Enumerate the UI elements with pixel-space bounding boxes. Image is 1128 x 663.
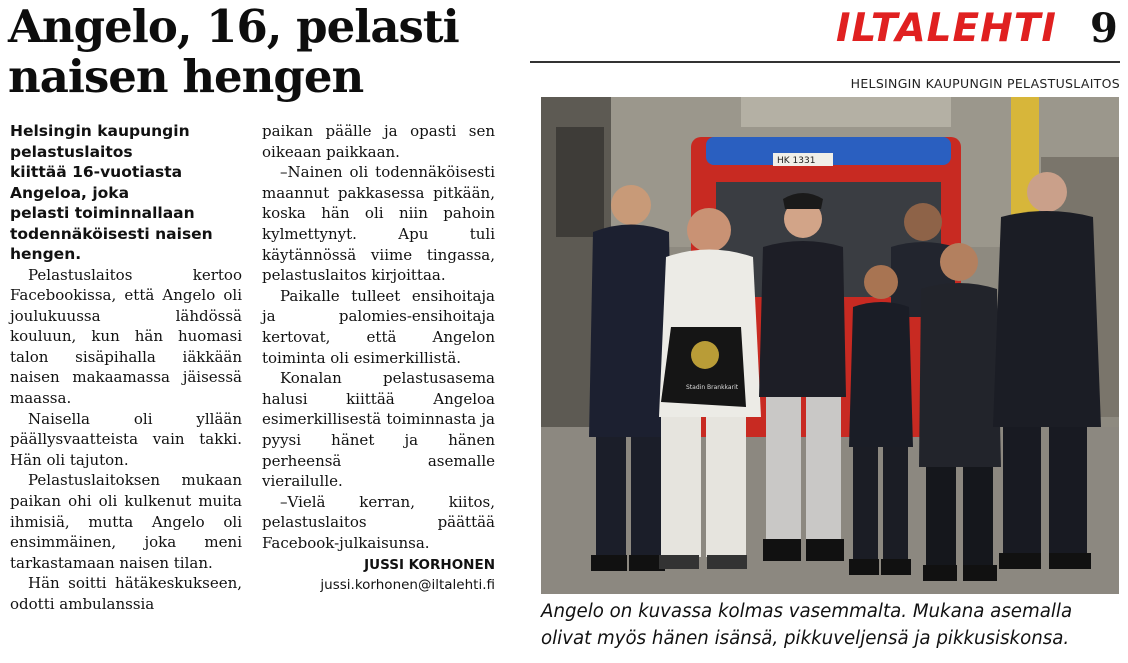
truck-plate: HK 1331 (777, 156, 816, 166)
headline-line-1: Angelo, 16, pelasti (8, 0, 459, 53)
body-paragraph: Konalan pelastusasema halusi kiittää Angeloa esimerkillisestä toiminnasta ja pyysi hänet ja hänen perheensä asemalle vierailulle. (262, 369, 495, 491)
author-byline: JUSSI KORHONEN (364, 557, 495, 574)
body-paragraph: Paikalle tulleet ensihoitaja ja palomies-ensihoitaja kertovat, että Angelon toiminta oli esimerkillistä. (262, 286, 495, 367)
lead-line: pelasti toiminnallaan (10, 204, 195, 222)
author-email: jussi.korhonen@iltalehti.fi (320, 577, 495, 594)
body-paragraph: –Vielä kerran, kiitos, pelastuslaitos päättää Facebook-julkaisunsa. (262, 492, 495, 552)
lead-line: Helsingin kaupungin (10, 122, 190, 140)
article-lead (10, 121, 242, 265)
lead-line: pelastuslaitos (10, 142, 133, 161)
body-paragraph: –Nainen oli todennäköisesti maannut pakkasessa pitkään, koska hän oli niin pahoin kylmettynyt. Apu tuli käytännössä viime tingassa, pelastuslaitos kirjoittaa. (262, 163, 495, 285)
lead-line: todennäköisesti naisen (10, 224, 213, 243)
article-photo (541, 97, 1119, 594)
caption-line-2: olivat myös hänen isänsä, pikkuveljensä ja pikkusiskonsa. (541, 628, 1070, 649)
lead-line: kiittää 16-vuotiasta (10, 163, 183, 181)
header-rule (530, 61, 1120, 63)
article-column-2 (262, 121, 495, 595)
body-paragraph: Pelastuslaitos kertoo Facebookissa, että Angelo oli joulukuussa lähdössä kouluun, kun hän huomasi talon sisäpihalla iäkkään naisen makaamassa jäisessä maassa. (10, 265, 242, 408)
bag-text: Stadin Brankkarit (686, 384, 739, 391)
page-number: 9 (1090, 5, 1118, 52)
article-column-1 (10, 121, 242, 615)
headline-line-2: naisen hengen (8, 50, 364, 103)
body-paragraph: Hän soitti hätäkeskukseen, odotti ambulanssia (10, 574, 242, 613)
lead-line: Angeloa, joka (10, 183, 130, 202)
photo-credit: HELSINGIN KAUPUNGIN PELASTUSLAITOS (850, 76, 1120, 91)
newspaper-masthead: ILTALEHTI (836, 6, 1057, 51)
body-paragraph: Naisella oli yllään päällysvaatteista vain takki. Hän oli tajuton. (10, 409, 242, 469)
lead-line: hengen. (10, 245, 82, 263)
body-paragraph: paikan päälle ja opasti sen oikeaan paikkaan. (262, 122, 495, 161)
person-firefighter-left (589, 185, 673, 571)
caption-line-1: Angelo on kuvassa kolmas vasemmalta. Mukana asemalla (541, 601, 1073, 622)
tote-bag (661, 327, 746, 407)
body-paragraph: Pelastuslaitoksen mukaan paikan ohi oli kulkenut muita ihmisiä, mutta Angelo oli ensimmäinen, joka meni tarkastamaan naisen tilan. (10, 471, 242, 572)
photo-illustration (541, 97, 1119, 594)
photo-caption (541, 598, 1123, 652)
article-headline (8, 2, 508, 102)
